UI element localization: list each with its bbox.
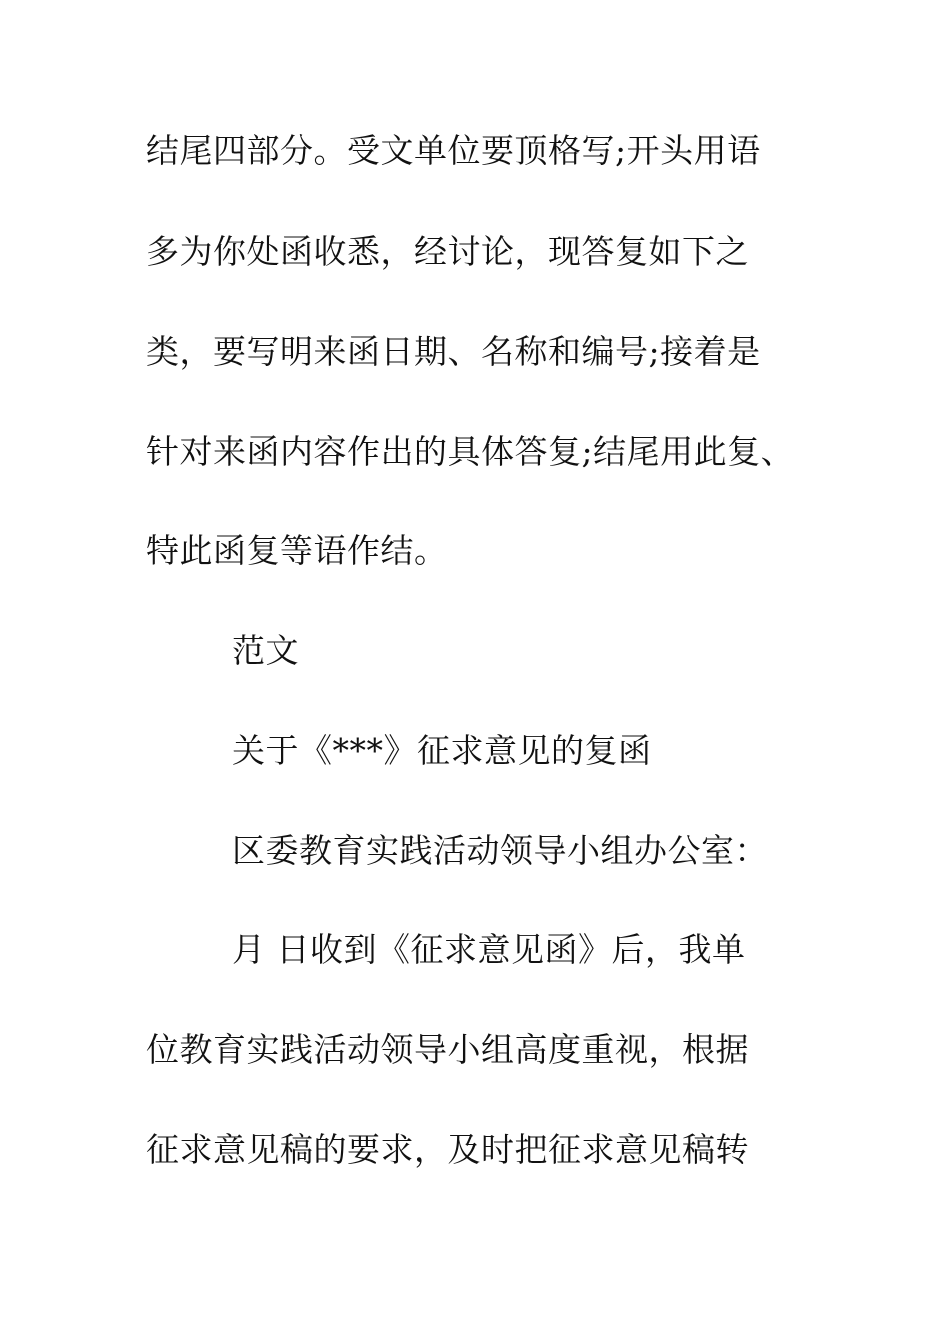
body-text-line-4: 针对来函内容作出的具体答复;结尾用此复、	[146, 432, 795, 471]
letter-body-line-2: 位教育实践活动领导小组高度重视，根据	[146, 1030, 749, 1069]
body-text-line-1: 结尾四部分。受文单位要顶格写;开头用语	[146, 131, 761, 170]
body-text-line-2: 多为你处函收悉，经讨论，现答复如下之	[146, 232, 749, 271]
letter-body-line-1: 月 日收到《征求意见函》后，我单	[232, 930, 746, 969]
recipient-line: 区委教育实践活动领导小组办公室：	[232, 831, 768, 870]
body-text-line-5: 特此函复等语作结。	[146, 531, 448, 570]
sample-letter-title: 关于《***》征求意见的复函	[232, 731, 652, 770]
section-heading-sample: 范文	[232, 631, 299, 670]
body-text-line-3: 类，要写明来函日期、名称和编号;接着是	[146, 332, 761, 371]
letter-body-line-3: 征求意见稿的要求，及时把征求意见稿转	[146, 1130, 749, 1169]
